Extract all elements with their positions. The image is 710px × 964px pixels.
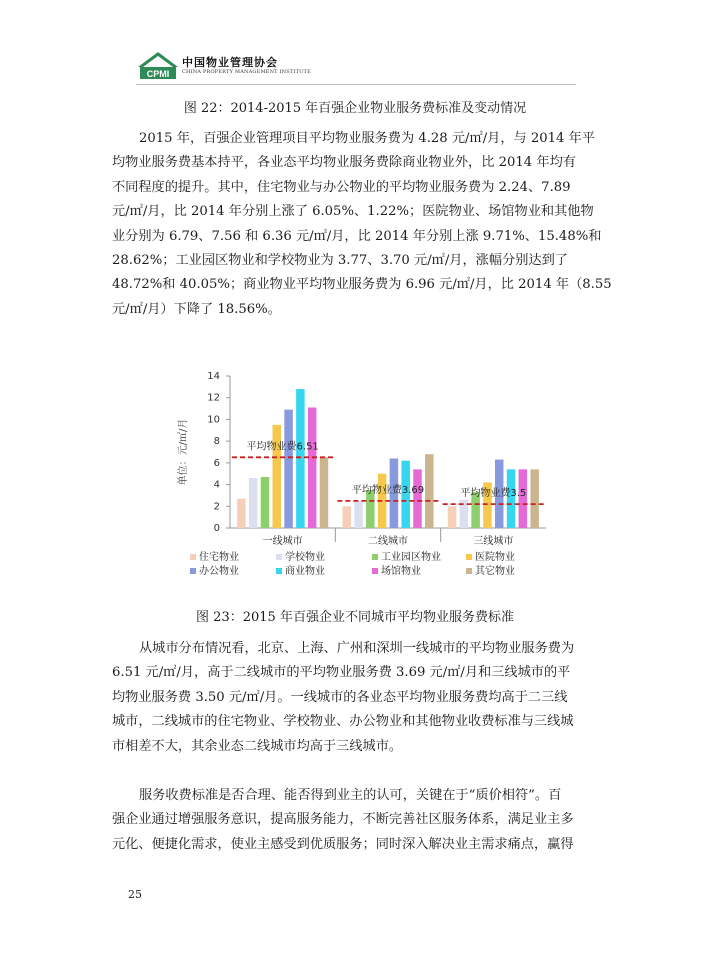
bar-住宅物业 — [342, 506, 351, 528]
legend-label: 其它物业 — [475, 566, 515, 577]
bar-商业物业 — [296, 389, 305, 528]
paragraph-1 — [112, 127, 612, 322]
bar-chart — [176, 362, 550, 594]
text-line: 28.62%；工业园区物业和学校物业为 3.77、3.70 元/㎡/月，涨幅分别达到了 — [112, 253, 568, 269]
page-number: 25 — [128, 888, 142, 901]
legend-swatch — [372, 554, 378, 560]
legend-label: 医院物业 — [475, 552, 515, 563]
fig22-caption: 图 22：2014-2015 年百强企业物业服务费标准及变动情况 — [183, 101, 527, 116]
legend-label: 场馆物业 — [381, 566, 421, 577]
text-line: 元/㎡/月）下降了 18.56%。 — [112, 301, 281, 317]
text-line: 市相差不大，其余业态二线城市均高于三线城市。 — [112, 738, 403, 754]
paragraph-2 — [112, 637, 606, 759]
bar-住宅物业 — [448, 506, 457, 528]
legend-swatch — [466, 568, 472, 574]
y-tick-label: 2 — [213, 501, 220, 513]
x-tick-label: 二线城市 — [368, 536, 408, 547]
paragraph-3 — [112, 784, 606, 857]
org-name-cn: 中国物业管理协会 — [182, 56, 278, 69]
fig23-caption: 图 23：2015 年百强企业不同城市平均物业服务费标准 — [196, 610, 514, 625]
legend-label: 办公物业 — [199, 566, 239, 577]
text-line: 不同程度的提升。其中，住宅物业与办公物业的平均物业服务费为 2.24、7.89 — [112, 179, 571, 195]
text-line: 业分别为 6.79、7.56 和 6.36 元/㎡/月，比 2014 年分别上涨 9.71%、15.48%和 — [112, 228, 602, 244]
bar-场馆物业 — [413, 469, 422, 528]
legend-label: 学校物业 — [285, 552, 325, 563]
average-label: 平均物业费3.5 — [460, 488, 527, 500]
legend-label: 工业园区物业 — [381, 552, 441, 563]
bar-工业园区物业 — [261, 477, 270, 528]
legend-swatch — [190, 568, 196, 574]
bar-学校物业 — [354, 501, 363, 528]
y-tick-label: 6 — [213, 457, 220, 469]
legend-label: 商业物业 — [285, 566, 325, 577]
text-line: 48.72%和 40.05%；商业物业平均物业服务费为 6.96 元/㎡/月，比 2014 年（8.55 — [112, 277, 612, 293]
y-tick-label: 14 — [207, 371, 220, 382]
x-tick-label: 一线城市 — [262, 536, 303, 547]
bar-其它物业 — [530, 469, 539, 528]
bar-办公物业 — [284, 410, 293, 528]
y-tick-label: 12 — [207, 392, 220, 404]
bar-学校物业 — [249, 478, 258, 528]
bar-场馆物业 — [308, 407, 317, 528]
legend-swatch — [466, 554, 472, 560]
text-line: 6.51 元/㎡/月，高于二线城市的平均物业服务费 3.69 元/㎡/月和三线城市的平 — [112, 665, 571, 681]
text-line: 从城市分布情况看，北京、上海、广州和深圳一线城市的平均物业服务费为 — [139, 641, 575, 656]
text-line: 2015 年，百强企业管理项目平均物业服务费为 4.28 元/㎡/月，与 2014 年平 — [139, 131, 596, 146]
y-tick-label: 0 — [213, 523, 220, 534]
header-logo — [136, 50, 311, 80]
y-tick-label: 4 — [213, 479, 220, 491]
y-tick-label: 8 — [213, 436, 220, 448]
legend-swatch — [190, 554, 196, 560]
average-label: 平均物业费6.51 — [246, 441, 319, 453]
cpmi-logo-icon — [136, 50, 180, 80]
legend-swatch — [276, 554, 282, 560]
y-tick-label: 10 — [207, 414, 220, 426]
legend-label: 住宅物业 — [199, 552, 239, 563]
legend-swatch — [276, 568, 282, 574]
legend-swatch — [372, 568, 378, 574]
org-name-en: CHINA PROPERTY MANAGEMENT INSTITUTE — [182, 69, 311, 75]
text-line: 城市，二线城市的住宅物业、学校物业、办公物业和其他物业收费标准与三线城 — [112, 714, 574, 730]
bar-其它物业 — [320, 457, 329, 528]
text-line: 均物业服务费 3.50 元/㎡/月。一线城市的各业态平均物业服务费均高于二三线 — [112, 689, 568, 705]
text-line: 元/㎡/月，比 2014 年分别上涨了 6.05%、1.22%；医院物业、场馆物业和其他物 — [112, 204, 594, 220]
city-fee-chart — [176, 362, 550, 594]
bar-其它物业 — [425, 454, 434, 528]
text-line: 元化、便捷化需求，使业主感受到优质服务；同时深入解决业主需求痛点，赢得 — [112, 836, 574, 852]
header-divider — [136, 84, 576, 85]
average-label: 平均物业费3.69 — [351, 484, 425, 496]
bar-住宅物业 — [237, 499, 246, 528]
logo-abbr: CPMI — [146, 69, 170, 79]
text-line: 强企业通过增强服务意识，提高服务能力，不断完善社区服务体系，满足业主多 — [112, 812, 574, 828]
text-line: 服务收费标准是否合理、能否得到业主的认可，关键在于“质价相符”。百 — [139, 788, 562, 803]
y-axis-label: 单位：元/㎡/月 — [178, 418, 189, 486]
text-line: 均物业服务费基本持平，各业态平均物业服务费除商业物业外，比 2014 年均有 — [112, 155, 576, 171]
x-tick-label: 三线城市 — [473, 536, 514, 547]
